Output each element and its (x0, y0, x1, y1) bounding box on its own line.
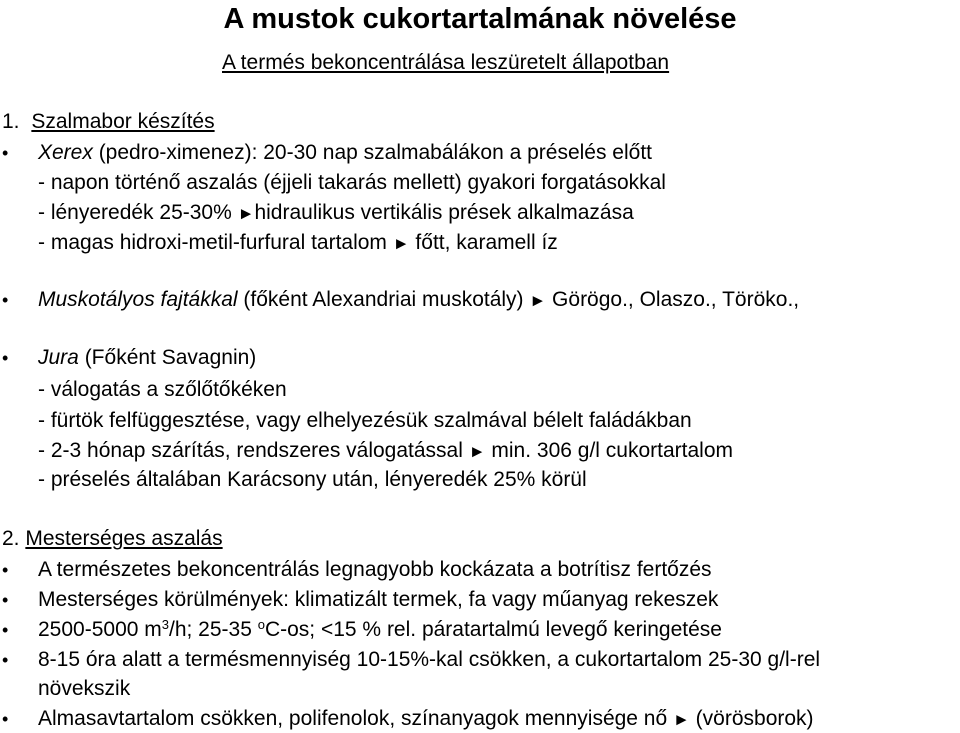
bullet-icon: • (2, 290, 9, 310)
section2-heading-text: Mesterséges aszalás (25, 527, 223, 550)
flow-sup-o: o (257, 617, 265, 632)
xerex-line-2 (38, 200, 634, 227)
flow-c: C-os; <15 % rel. páratartalmú levegő keringetése (264, 618, 722, 641)
arrow-right-icon: ► (529, 291, 547, 310)
arrow-right-icon: ► (468, 442, 486, 461)
bullet-icon: • (2, 650, 9, 670)
flow-sup-3: 3 (161, 617, 169, 632)
jura-line-3 (38, 438, 733, 465)
bullet-icon: • (2, 709, 9, 729)
bullet-icon: • (2, 620, 9, 640)
jura-text: (Főként Savagnin) (78, 346, 257, 369)
section2-number: 2. (2, 527, 26, 550)
section2-item-2: Mesterséges körülmények: klimatizált termek, fa vagy műanyag rekeszek (38, 588, 719, 611)
section2-item-4-cont: növekszik (38, 677, 131, 700)
section2-item-4: 8-15 óra alatt a termésmennyiség 10-15%-kal csökken, a cukortartalom 25-30 g/l-rel (38, 648, 821, 671)
xerex-name: Xerex (38, 141, 93, 164)
muskotaly-after: Görögo., Olaszo., Töröko., (546, 288, 800, 311)
section1-number: 1. (2, 110, 20, 133)
arrow-right-icon: ► (392, 234, 410, 253)
jura-line-1: - válogatás a szőlőtőkéken (38, 378, 287, 401)
last-a: Almasavtartalom csökken, polifenolok, színanyagok mennyisége nő (38, 707, 674, 730)
jura-name: Jura (38, 346, 79, 369)
flow-a: 2500-5000 m (38, 618, 162, 641)
section1-heading (2, 109, 215, 135)
xerex-line-1: - napon történő aszalás (éjjeli takarás mellett) gyakori forgatásokkal (38, 171, 666, 194)
xerex-line-2a: - lényeredék 25-30% (38, 201, 238, 224)
section1-heading-text: Szalmabor készítés (31, 110, 215, 133)
muskotaly-name: Muskotályos fajtákkal (38, 288, 238, 311)
xerex-line-3a: - magas hidroxi-metil-furfural tartalom (38, 231, 393, 254)
page-title: A mustok cukortartalmának növelése (223, 3, 737, 35)
jura-line-2: - fürtök felfüggesztése, vagy elhelyezésük szalmával bélelt faládákban (38, 409, 692, 432)
last-b: (vörösborok) (689, 707, 814, 730)
xerex-line-3b: főtt, karamell íz (409, 231, 558, 254)
flow-b: /h; 25-35 (169, 618, 258, 641)
xerex-item (38, 140, 652, 166)
jura-item (38, 345, 256, 371)
section2-item-5 (38, 706, 814, 733)
bullet-icon: • (2, 143, 9, 163)
bullet-icon: • (2, 348, 9, 368)
xerex-line-2b: hidraulikus vertikális prések alkalmazása (254, 201, 634, 224)
jura-line-3a: - 2-3 hónap szárítás, rendszeres válogatással (38, 439, 469, 462)
xerex-line-3 (38, 230, 558, 257)
muskotaly-text: (főként Alexandriai muskotály) (237, 288, 530, 311)
muskotaly-item (38, 287, 799, 314)
bullet-icon: • (2, 590, 9, 610)
jura-line-3b: min. 306 g/l cukortartalom (485, 439, 733, 462)
jura-line-4: - préselés általában Karácsony után, lényeredék 25% körül (38, 468, 587, 491)
section2-heading (2, 526, 223, 552)
arrow-right-icon: ► (673, 710, 690, 729)
bullet-icon: • (2, 560, 9, 580)
section2-item-3 (38, 617, 722, 643)
xerex-text: (pedro-ximenez): 20-30 nap szalmabálákon a préselés előtt (92, 141, 652, 164)
arrow-right-icon: ► (237, 204, 255, 223)
section2-item-1: A természetes bekoncentrálás legnagyobb kockázata a botrítisz fertőzés (38, 558, 712, 581)
page-subtitle: A termés bekoncentrálása leszüretelt állapotban (222, 51, 670, 74)
